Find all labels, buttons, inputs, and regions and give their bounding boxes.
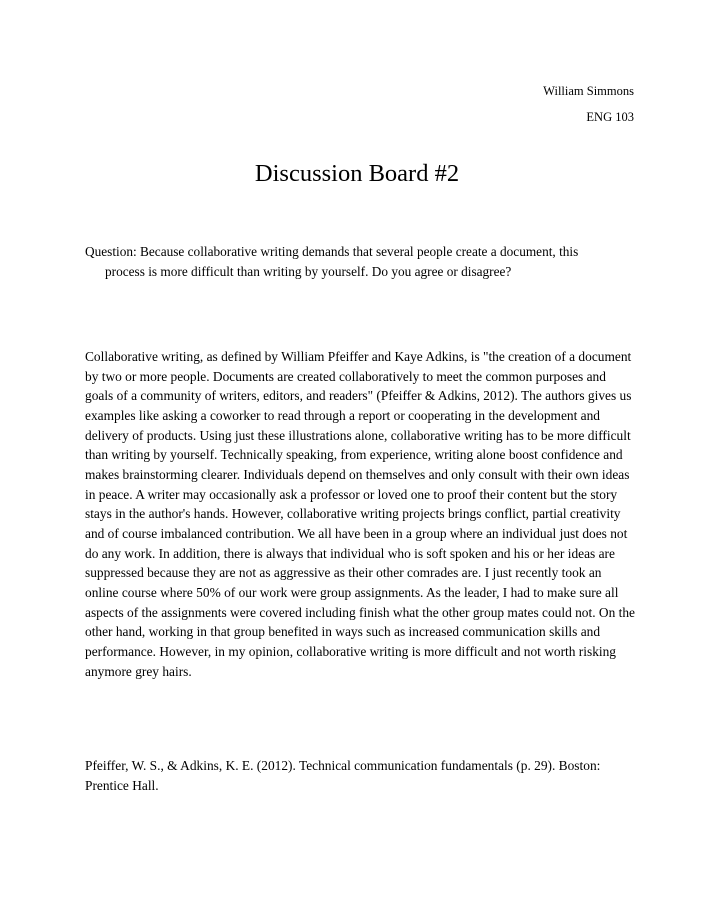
course-code: ENG 103: [586, 110, 634, 124]
question-paragraph: [85, 242, 635, 282]
document-title: Discussion Board #2: [254, 160, 460, 187]
question-line-1: Question: Because collaborative writing demands that several people create a document, this: [85, 244, 579, 259]
body-paragraph: Collaborative writing, as defined by William Pfeiffer and Kaye Adkins, is "the creation of a document by two or more people. Documents are created collaboratively to meet the common purposes and goals of a community of writers, editors, and readers" (Pfeiffer & Adkins, 2012). The authors gives us examples like asking a coworker to read through a report or cooperating in the development and delivery of products. Using just these illustrations alone, collaborative writing has to be more difficult than writing by yourself. Technically speaking, from experience, writing alone boost confidence and makes brainstorming clearer. Individuals depend on themselves and only consult with their own ideas in peace. A writer may occasionally ask a professor or loved one to proof their content but the story stays in the author's hands. However, collaborative writing projects brings conflict, partial creativity and of course imbalanced contribution. We all have been in a group where an individual just does not do any work. In addition, there is always that individual who is soft spoken and his or her ideas are suppressed because they are not as aggressive as their other comrades are. I just recently took an online course where 50% of our work were group assignments. As the leader, I had to make sure all aspects of the assignments were covered including finish what the other group mates could not. On the other hand, working in that group benefited in ways such as increased communication skills and performance. However, in my opinion, collaborative writing is more difficult and not worth risking anymore grey hairs.: [85, 349, 635, 679]
author-name: William Simmons: [543, 84, 634, 98]
question-line-2: process is more difficult than writing by yourself. Do you agree or disagree?: [105, 264, 512, 279]
reference-citation: Pfeiffer, W. S., & Adkins, K. E. (2012). Technical communication fundamentals (p. 29). Boston: Prentice Hall.: [85, 758, 601, 793]
